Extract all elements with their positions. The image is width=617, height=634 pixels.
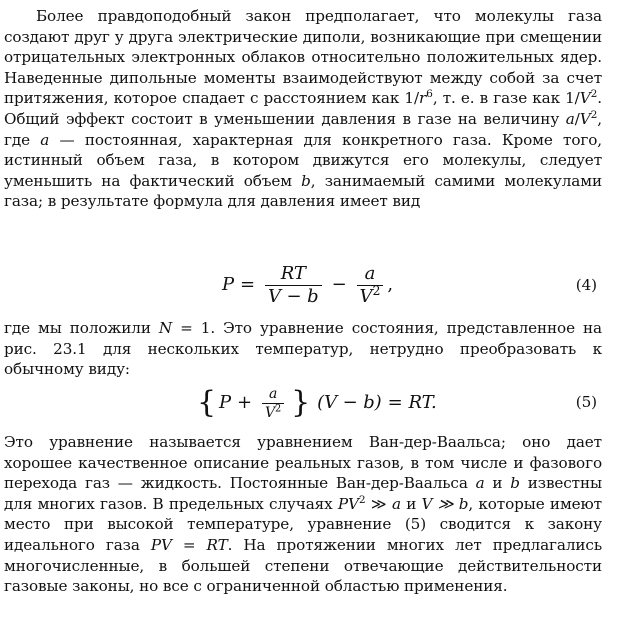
fraction-rt-over-v-minus-b	[265, 264, 322, 307]
factor-v-minus-b: (V − b)	[317, 391, 382, 413]
fraction-a-over-v-squared	[357, 264, 384, 307]
math-exponent: 2	[358, 492, 366, 506]
equation-number-5: (5)	[575, 393, 597, 411]
paragraph-van-der-waals	[4, 432, 602, 597]
text-span: , которые имеют место при высокой температуре, уравнение (5) сводится к закону идеального газа	[4, 494, 602, 554]
math-v-much-greater-b: V ≫ b	[421, 494, 469, 513]
text-span: Это уравнение называется уравнением Ван-дер-Ваальса; оно дает хорошее качественное описание реальных газов, в том числе и фазового перехода газ — жидкость. Постоянные Ван-дер-Ваальса	[4, 433, 602, 493]
equation-4	[0, 258, 617, 312]
math-exponent: 2	[590, 108, 598, 122]
math-b: b	[301, 171, 311, 190]
equals-sign: =	[240, 273, 255, 295]
math-PV: PV	[337, 494, 359, 513]
math-exponent: 6	[426, 87, 433, 101]
math-V: V	[359, 285, 373, 307]
text-span: — постоянная, характерная для конкретного газа. Кроме того, истинный объем газа, в котором движутся его молекулы, следует уменьшить на фактический объем	[4, 130, 603, 190]
math-a: a	[475, 474, 485, 493]
math-V: V	[579, 109, 591, 128]
fraction-denominator: V − b	[265, 285, 322, 307]
math-P: P	[222, 273, 235, 295]
math-b: b	[510, 474, 520, 493]
text-span: и	[400, 494, 422, 513]
math-exponent: 2	[372, 282, 381, 298]
text-span: = 1. Это уравнение состояния, представленное на рис. 23.1 для нескольких температур, нетрудно преобразовать к обычному виду:	[4, 319, 602, 379]
equation-5-body	[194, 377, 437, 429]
equation-4-body	[222, 258, 393, 312]
paragraph-state-equation	[4, 318, 602, 380]
text-span: . На протяжении многих лет предлагались многочисленные, в большей степени отвечающие действительности газовые законы, но все с ограниченной областью применения.	[4, 535, 602, 596]
text-span: , где	[4, 109, 602, 149]
text-span: ≫	[365, 494, 392, 513]
text-span: /	[574, 109, 580, 128]
equals-sign: =	[387, 391, 403, 413]
math-rt: RT.	[408, 391, 437, 413]
equation-5	[0, 377, 617, 429]
equation-number-4: (4)	[575, 276, 597, 294]
math-a: a	[565, 109, 575, 128]
math-exponent: 2	[590, 87, 598, 101]
text-span: . Общий эффект состоит в уменьшении давления в газе на величину	[4, 89, 602, 128]
right-brace: }	[291, 385, 311, 420]
fraction-a-over-v-squared	[262, 386, 284, 421]
text-span: и	[484, 474, 511, 493]
text-span: известны для многих газов. В предельных случаях	[4, 474, 602, 513]
math-P: P	[219, 391, 232, 413]
math-N: N	[158, 319, 173, 337]
fraction-denominator	[262, 403, 284, 421]
fraction-numerator: a	[268, 385, 278, 402]
fraction-denominator	[357, 282, 384, 307]
math-ideal-gas-law: PV = RT	[150, 535, 228, 554]
plus-sign: +	[237, 391, 252, 413]
text-span: , т. е. в газе как 1/	[432, 89, 580, 108]
left-brace: {	[197, 385, 216, 420]
math-exponent: 2	[275, 403, 282, 415]
text-span: Более правдоподобный закон предполагает, что молекулы газа создают друг у друга электрические диполи, возникающие при смещении отрицательных электронных облаков относительно положительных ядер. Наведенные дипольные моменты взаимодействуют между собой за счет притяжения, которое спадает с расстоянием как 1/	[4, 7, 602, 108]
math-r: r	[419, 89, 427, 108]
minus-sign: −	[331, 273, 347, 295]
math-V: V	[265, 404, 276, 421]
math-a: a	[391, 494, 401, 513]
text-span: где мы положили	[4, 319, 159, 337]
text-span: , занимаемый самими молекулами газа; в результате формула для давления имеет вид	[4, 171, 602, 211]
fraction-numerator: a	[364, 262, 376, 284]
comma: ,	[387, 273, 393, 295]
math-V: V	[579, 89, 591, 108]
paragraph-induced-dipoles	[4, 6, 602, 212]
math-a: a	[40, 130, 50, 149]
fraction-numerator: RT	[280, 262, 306, 284]
